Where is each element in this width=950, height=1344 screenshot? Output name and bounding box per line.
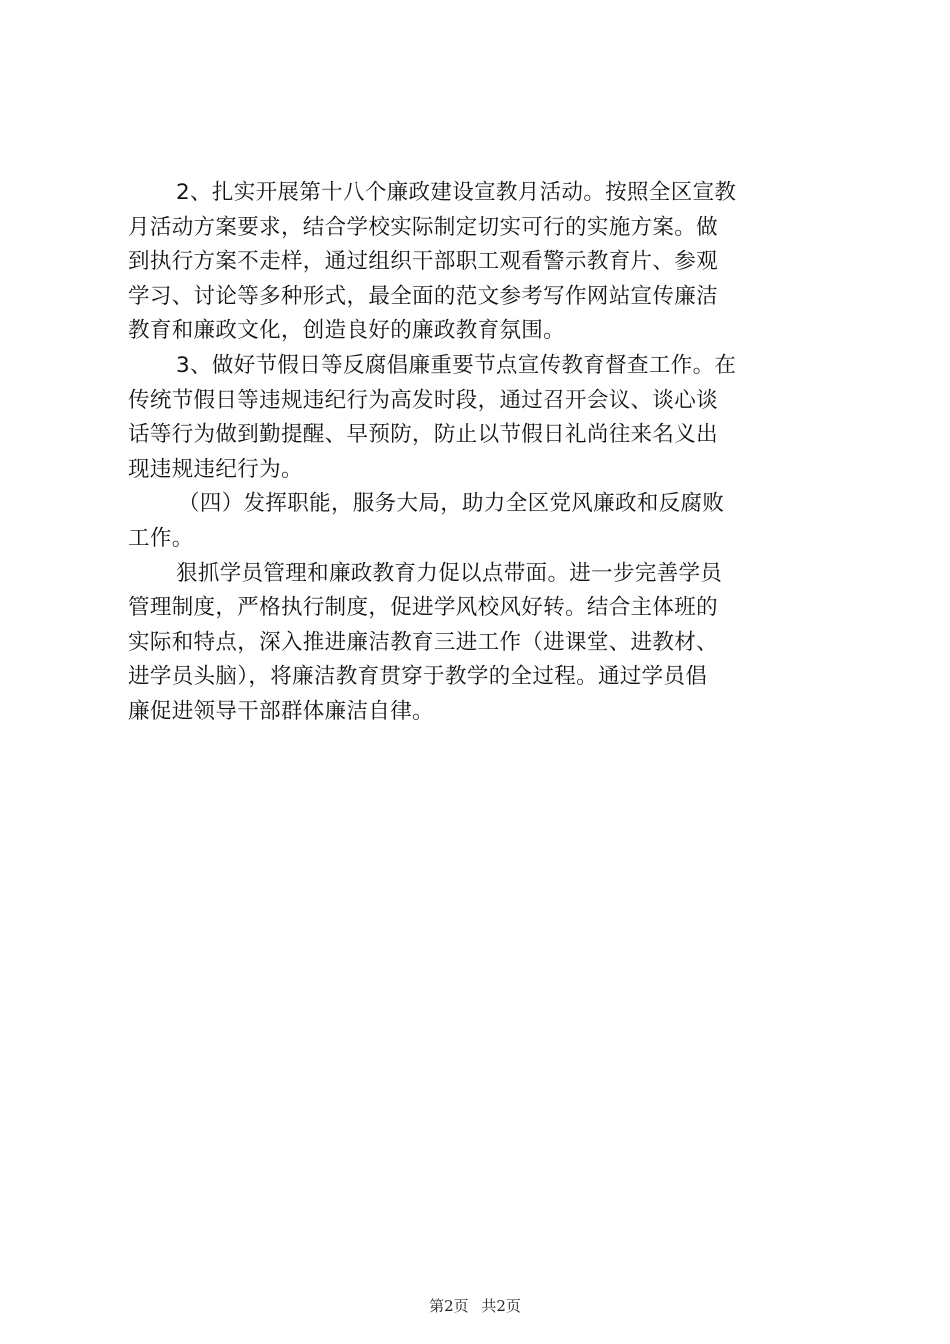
page-total: 共2页 [481,1297,521,1315]
paragraph-2-line-2: 月活动方案要求，结合学校实际制定切实可行的实施方案。做 [128,214,718,240]
paragraph-2-line-1: 2、扎实开展第十八个廉政建设宣教月活动。按照全区宣教 [176,180,737,205]
section-heading-line-1: （四）发挥职能，服务大局，助力全区党风廉政和反腐败 [178,491,725,517]
paragraph-4-line-2: 管理制度，严格执行制度，促进学风校风好转。结合主体班的 [128,595,718,621]
paragraph-3-line-1: 3、做好节假日等反腐倡廉重要节点宣传教育督查工作。在 [176,352,737,378]
paragraph-4-line-3: 实际和特点，深入推进廉洁教育三进工作（进课堂、进教材、 [128,629,718,655]
paragraph-4-line-5: 廉促进领导干部群体廉洁自律。 [128,698,434,724]
paragraph-4-line-1: 狠抓学员管理和廉政教育力促以点带面。进一步完善学员 [176,560,723,586]
page-footer [0,1296,950,1316]
paragraph-2-line-4: 学习、讨论等多种形式，最全面的范文参考写作网站宣传廉洁 [128,283,718,309]
paragraph-4-line-4: 进学员头脑），将廉洁教育贯穿于教学的全过程。通过学员倡 [128,664,708,690]
section-heading-line-2: 工作。 [128,525,194,551]
page-number: 第2页 [429,1297,469,1315]
paragraph-2-line-3: 到执行方案不走样，通过组织干部职工观看警示教育片、参观 [128,249,718,275]
paragraph-3-line-3: 话等行为做到勤提醒、早预防，防止以节假日礼尚往来名义出 [128,422,718,448]
paragraph-3-line-4: 现违规违纪行为。 [128,456,303,482]
paragraph-3-line-2: 传统节假日等违规违纪行为高发时段，通过召开会议、谈心谈 [128,387,718,413]
paragraph-2-line-5: 教育和廉政文化，创造良好的廉政教育氛围。 [128,318,566,344]
document-body [128,176,828,730]
